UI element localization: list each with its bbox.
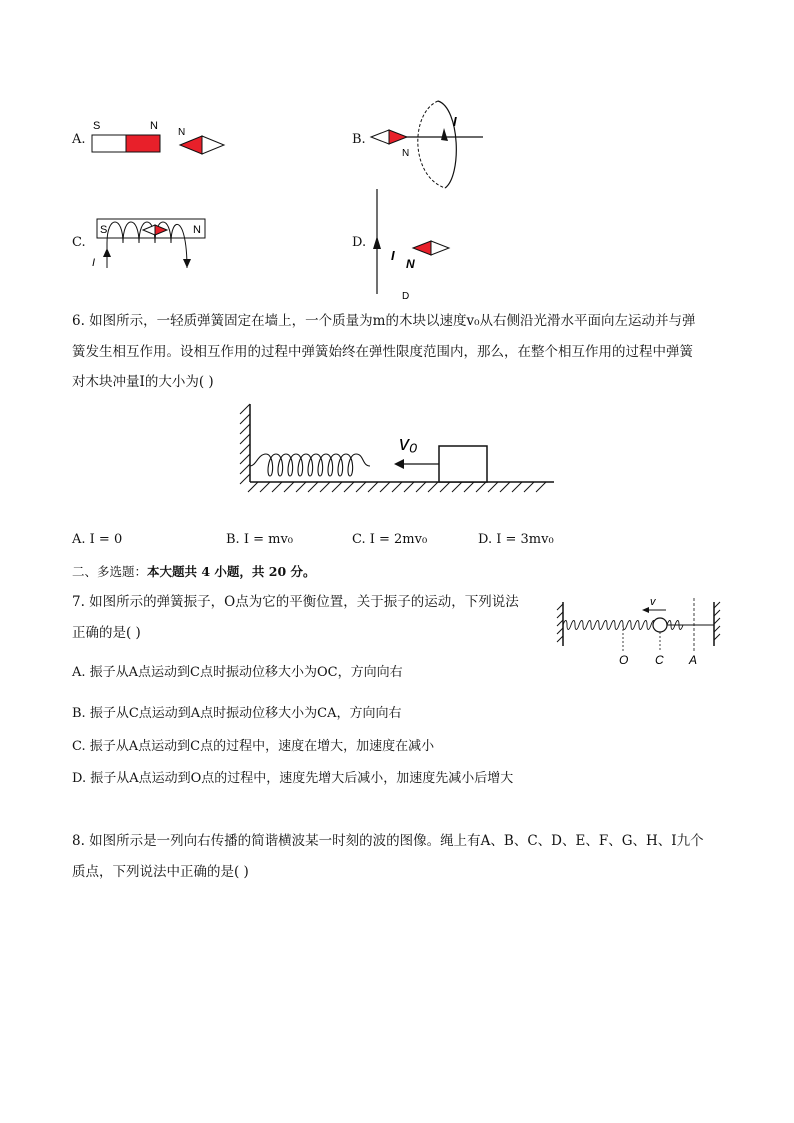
- q6-choice-b: B. I = mv₀: [226, 532, 293, 547]
- oscillator-ball: [653, 618, 667, 632]
- compass-needle-north-half: [180, 136, 202, 154]
- right-wall-hatching: [714, 602, 720, 640]
- q5-option-a-label: A.: [72, 132, 86, 147]
- section-2-prefix: 二、多选题：: [72, 564, 148, 579]
- current-in-arrow-icon: [103, 248, 111, 257]
- q7-choice-d: D. 振子从A点运动到O点的过程中，速度先增大后减小，加速度先减小后增大: [72, 771, 514, 786]
- compass-needle-n-label: N: [178, 127, 186, 138]
- current-loop-back: [418, 101, 445, 188]
- compass-needle-n-label: N: [406, 257, 415, 271]
- velocity-label: v: [650, 596, 656, 608]
- q6-spring-block-figure: [236, 400, 558, 496]
- section-2-description: 本大题共 4 小题，共 20 分。: [147, 564, 316, 579]
- q7-stem-line-1: 7. 如图所示的弹簧振子，O点为它的平衡位置，关于振子的运动，下列说法: [72, 594, 519, 610]
- compass-needle-north-half: [389, 130, 407, 144]
- spring-coil: [250, 454, 370, 476]
- left-wall-hatching: [557, 604, 563, 642]
- bar-magnet-n-half: [126, 135, 160, 152]
- q8-stem-line-1: 8. 如图所示是一列向右传播的简谐横波某一时刻的波的图像。绳上有A、B、C、D、E、F、G、H、I九个: [72, 833, 704, 849]
- velocity-arrowhead-icon: [642, 607, 649, 613]
- q6-stem-line-1: 6. 如图所示，一轻质弹簧固定在墙上，一个质量为m的木块以速度v₀从右侧沿光滑水平面向左运动并与弹: [72, 313, 696, 329]
- loop-current-label: I: [453, 114, 457, 129]
- q5-figure-d: [365, 186, 465, 304]
- solenoid-current-label: I: [92, 257, 96, 269]
- velocity-label: v₀: [399, 433, 418, 455]
- bar-magnet-s-half: [92, 135, 126, 152]
- wooden-block: [439, 446, 487, 482]
- q7-choice-c: C. 振子从A点运动到C点的过程中，速度在增大，加速度在减小: [72, 739, 435, 754]
- ground-hatching: [248, 482, 546, 492]
- solenoid-s-label: S: [100, 224, 108, 236]
- q7-spring-oscillator-figure: [553, 590, 723, 670]
- q7-choice-a: A. 振子从A点运动到C点时振动位移大小为OC，方向向右: [72, 665, 403, 680]
- wire-current-label: I: [391, 248, 395, 263]
- compass-needle-south-half: [371, 130, 389, 144]
- q5-option-b-label: B.: [352, 132, 366, 147]
- q6-choice-a: A. I = 0: [72, 532, 123, 547]
- q5-figure-b: [365, 98, 495, 193]
- point-o-label: O: [619, 653, 629, 667]
- q7-choice-b: B. 振子从C点运动到A点时振动位移大小为CA，方向向右: [72, 706, 402, 721]
- point-a-label: A: [689, 653, 698, 667]
- velocity-arrowhead-icon: [394, 459, 404, 469]
- point-c-label: C: [655, 653, 664, 667]
- q5-option-d-label: D.: [352, 235, 367, 250]
- loop-arrow-icon: [441, 128, 448, 141]
- q7-stem-line-2: 正确的是( ): [72, 625, 141, 641]
- figure-d-caption: D: [402, 291, 410, 302]
- q6-choice-c: C. I = 2mv₀: [352, 532, 428, 547]
- q5-figure-c: [85, 210, 215, 272]
- compass-needle-south-half: [202, 136, 224, 154]
- current-out-arrow-icon: [183, 259, 191, 268]
- q8-stem-line-2: 质点，下列说法中正确的是( ): [72, 864, 249, 880]
- q5-option-c-label: C.: [72, 235, 86, 250]
- bar-magnet-n-label: N: [150, 120, 158, 132]
- bar-magnet-s-label: S: [93, 120, 101, 132]
- q6-stem-line-2: 簧发生相互作用。设相互作用的过程中弹簧始终在弹性限度范围内，那么，在整个相互作用的过程中弹簧: [72, 344, 693, 360]
- q6-choice-d: D. I = 3mv₀: [478, 532, 554, 547]
- compass-needle-south-half: [431, 241, 449, 255]
- compass-needle-north-half: [413, 241, 431, 255]
- section-2-heading: [72, 562, 316, 582]
- wall-hatching: [240, 404, 250, 484]
- q6-stem-line-3: 对木块冲量I的大小为( ): [72, 374, 214, 390]
- q5-figure-a: [85, 115, 235, 160]
- current-up-arrow-icon: [373, 236, 381, 249]
- compass-needle-n-label: N: [402, 148, 410, 159]
- solenoid-n-label: N: [193, 224, 201, 236]
